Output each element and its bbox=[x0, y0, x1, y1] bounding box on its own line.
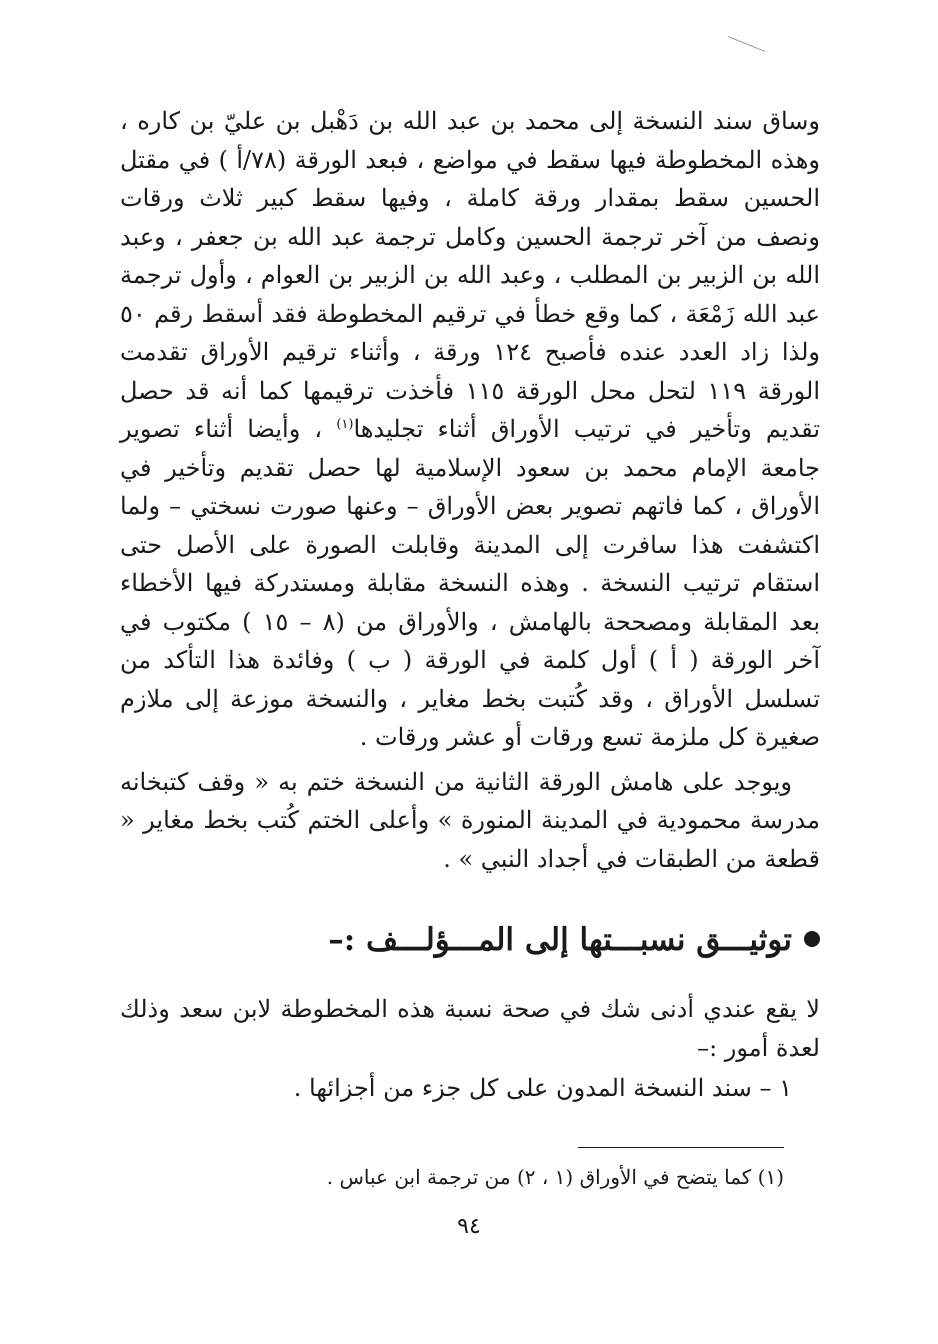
section-intro: لا يقع عندي أدنى شك في صحة نسبة هذه المخطوطة لابن سعد وذلك لعدة أمور :– bbox=[120, 995, 820, 1062]
paragraph: ويوجد على هامش الورقة الثانية من النسخة ختم به « وقف كتبخانه مدرسة محمودية في المدينة المنورة » وأعلى الختم كُتب بخط مغاير « قطعة من الطبقات في أجداد النبي » . bbox=[120, 767, 820, 873]
scan-mark bbox=[728, 36, 765, 52]
footnote: (١) كما يتضح في الأوراق (١ ، ٢) من ترجمة ابن عباس . bbox=[326, 1165, 784, 1189]
footnote-divider bbox=[578, 1147, 784, 1148]
paragraph-text-continued: ، وأيضا أثناء تصوير جامعة الإمام محمد بن سعود الإسلامية لها حصل تقديم وتأخير في الأوراق ، كما فاتهم تصوير بعض الأوراق – وعنها صورت نسختي – ولما اكتشفت هذا سافرت إلى المدينة وقابلت الصورة على الأصل حتى استقام ترتيب النسخة . وهذه النسخة مقابلة ومستدركة فيها الأخطاء بعد المقابلة ومصححة بالهامش ، والأوراق من (٨ – ١٥ ) مكتوب في آخر الورقة ( أ ) أول كلمة في الورقة ( ب ) وفائدة هذا التأكد من تسلسل الأوراق ، وقد كُتبت بخط مغاير ، والنسخة موزعة إلى ملازم صغيرة كل ملزمة تسع ورقات أو عشر ورقات . bbox=[120, 415, 820, 751]
page-number: ٩٤ bbox=[457, 1214, 481, 1239]
section-heading-text: توثيـــق نسبـــتها إلى المـــؤلـــف :– bbox=[328, 922, 792, 958]
paragraph bbox=[120, 102, 820, 757]
main-text bbox=[120, 102, 820, 878]
section-heading bbox=[120, 918, 820, 962]
bullet-icon bbox=[804, 931, 820, 947]
section-body bbox=[120, 990, 820, 1108]
list-item: ١ – سند النسخة المدون على كل جزء من أجزائها . bbox=[293, 1074, 792, 1102]
paragraph-text: وساق سند النسخة إلى محمد بن عبد الله بن دَهْبل بن عليّ بن كاره ، وهذه المخطوطة فيها سقط في مواضع ، فبعد الورقة (٧٨/أ ) في مقتل الحسين سقط بمقدار ورقة كاملة ، وفيها سقط كبير ثلاث ورقات ونصف من آخر ترجمة الحسين وكامل ترجمة عبد الله بن جعفر ، وعبد الله بن الزبير بن المطلب ، وعبد الله بن الزبير بن العوام ، وأول ترجمة عبد الله زَمْعَة ، كما وقع خطأ في ترقيم المخطوطة فقد أسقط رقم ٥٠ ولذا زاد العدد عنده فأصبح ١٢٤ ورقة ، وأثناء ترقيم الأوراق تقدمت الورقة ١١٩ لتحل محل الورقة ١١٥ فأخذت ترقيمها كما أنه قد حصل تقديم وتأخير في ترتيب الأوراق أثناء تجليدها bbox=[120, 107, 821, 443]
footnote-reference[interactable]: (١) bbox=[336, 417, 354, 432]
